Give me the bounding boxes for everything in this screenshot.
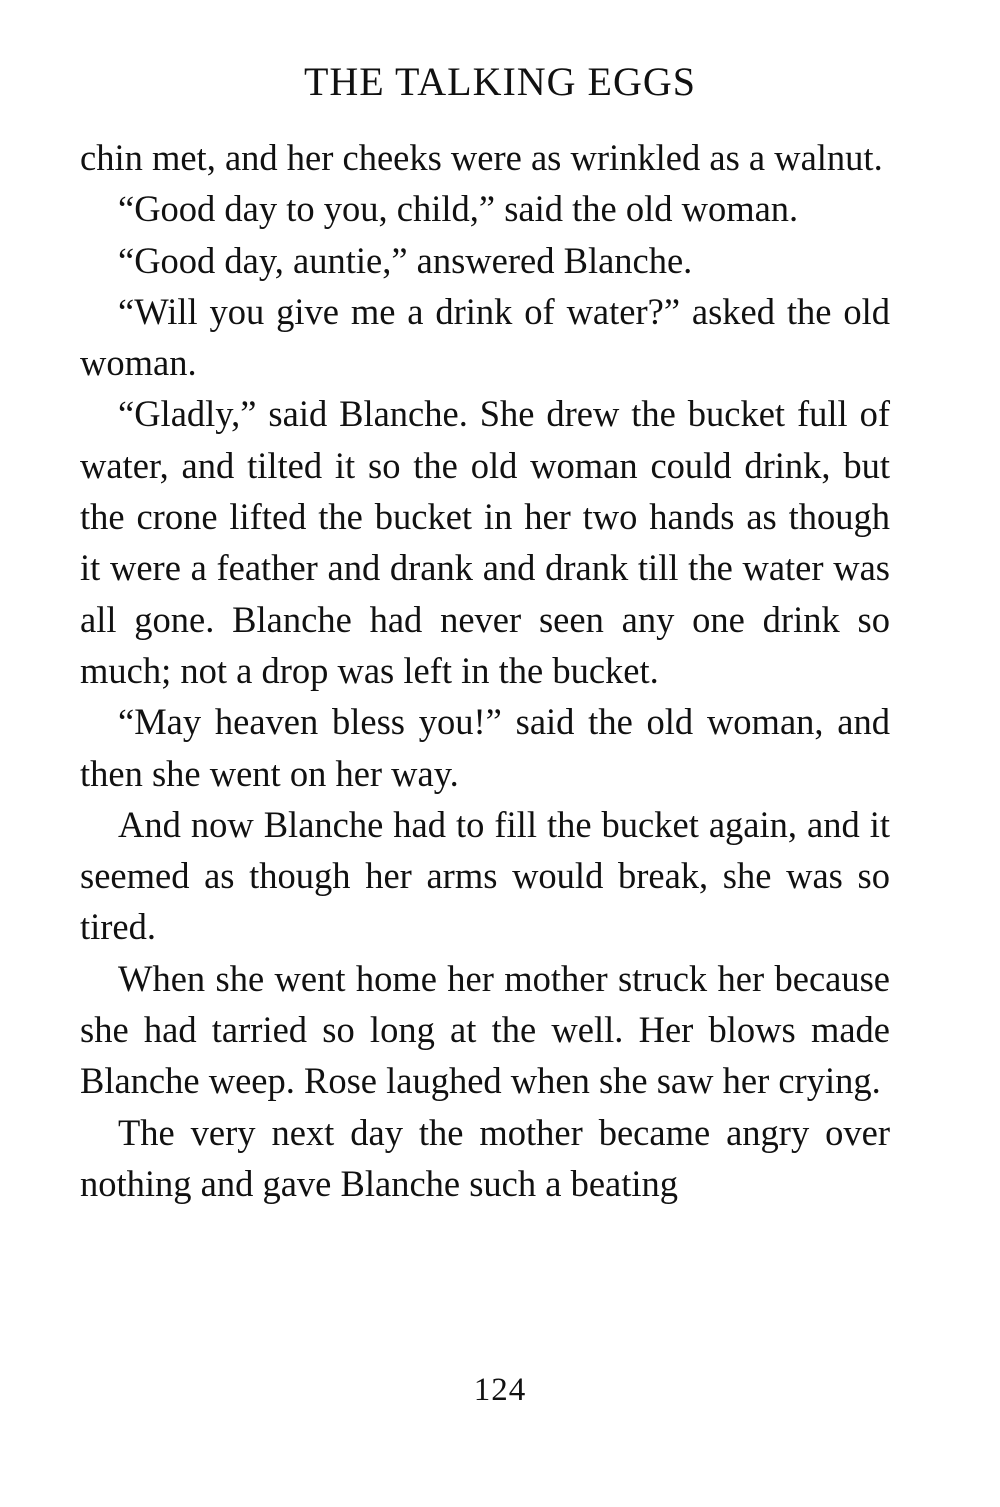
- paragraph: chin met, and her cheeks were as wrinkled as a walnut.: [80, 137, 883, 178]
- paragraph: And now Blanche had to fill the bucket again, and it seemed as though her arms would break, she was so tired.: [80, 803, 890, 948]
- paragraph: When she went home her mother struck her because she had tarried so long at the well. Her blows made Blanche weep. Rose laughed when she saw her crying.: [80, 957, 890, 1102]
- paragraph: “May heaven bless you!” said the old woman, and then she went on her way.: [80, 701, 890, 794]
- paragraph: “Will you give me a drink of water?” asked the old woman.: [80, 290, 890, 384]
- paragraph: The very next day the mother became angry over nothing and gave Blanche such a beating: [80, 1111, 890, 1204]
- page-number: 124: [473, 1372, 527, 1408]
- paragraph: “Good day to you, child,” said the old woman.: [118, 188, 799, 230]
- paragraph: “Gladly,” said Blanche. She drew the bucket full of water, and tilted it so the old woman could drink, but the crone lifted the bucket in her two hands as though it were a feather and drank and drank till the water was all gone. Blanche had never seen any one drink so much; not a drop was left in the bucket.: [80, 393, 890, 691]
- paragraph: “Good day, auntie,” answered Blanche.: [118, 239, 693, 281]
- running-head: THE TALKING EGGS: [303, 59, 696, 104]
- body-text: [80, 132, 890, 1209]
